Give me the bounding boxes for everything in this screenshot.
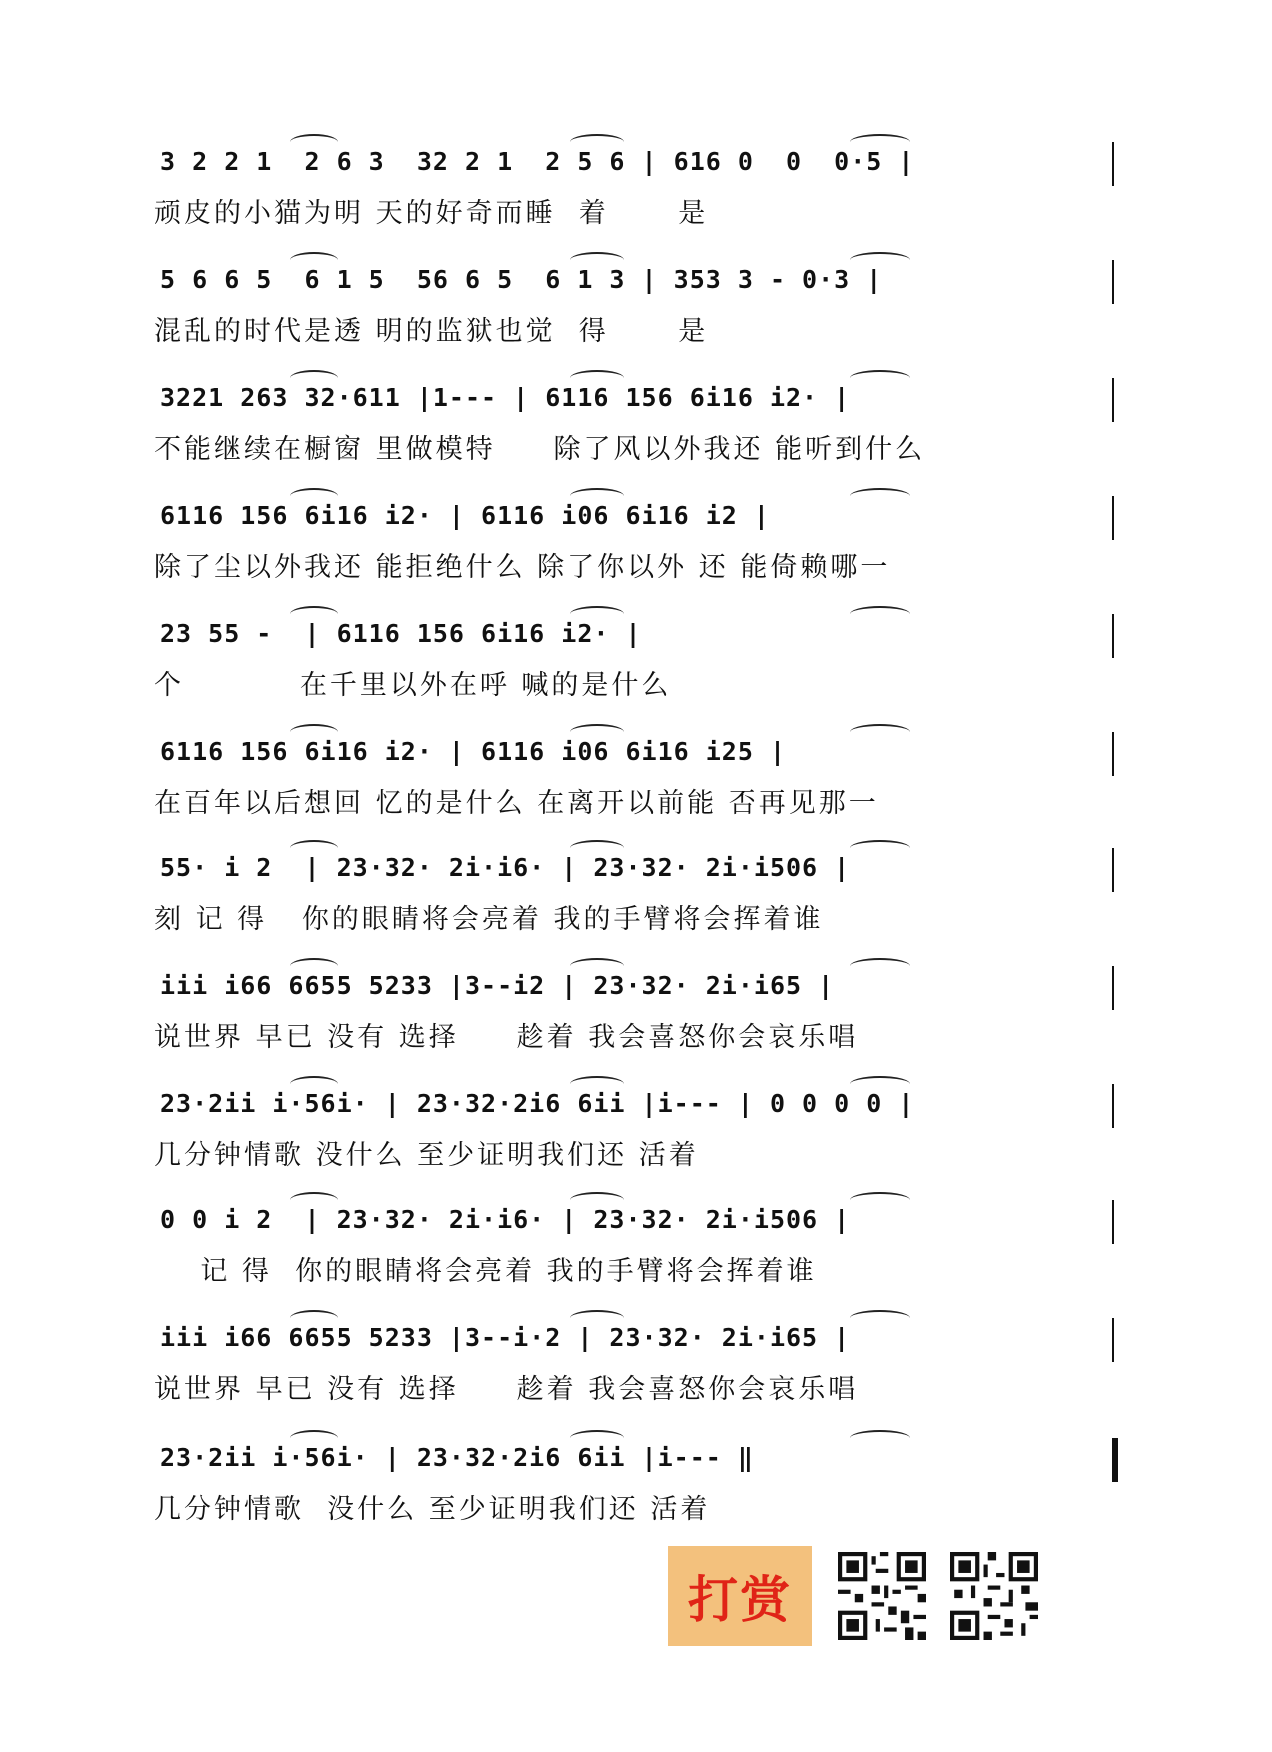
end-barline <box>1112 614 1114 658</box>
tie-arc <box>850 1192 910 1208</box>
end-barline <box>1112 966 1114 1010</box>
tie-arc <box>850 370 910 386</box>
lyric-line: 在百年以后想回 忆的是什么 在离开以前能 否再见那一 <box>154 788 879 819</box>
notation-line: 5 6 6 5 6 1 5 56 6 5 6 1 3 | 353 3 - 0·3 | <box>160 265 883 294</box>
end-barline <box>1112 260 1114 304</box>
lyric-line: 顽皮的小猫为明 天的好奇而睡 着 是 <box>154 198 709 229</box>
tie-arc <box>290 840 338 856</box>
lyric-line: 几分钟情歌 没什么 至少证明我们还 活着 <box>154 1140 699 1171</box>
tie-arc <box>570 1310 624 1326</box>
tie-arc <box>290 370 338 386</box>
lyric-line: 说世界 早已 没有 选择 趁着 我会喜怒你会哀乐唱 <box>154 1374 859 1405</box>
tie-arc <box>570 1430 624 1446</box>
tie-arc <box>570 606 624 622</box>
tie-arc <box>290 1430 338 1446</box>
notation-line: iii i66 6655 5233 |3--i2 | 23·32· 2i·i65 | <box>160 971 835 1000</box>
tie-arc <box>570 724 624 740</box>
tie-arc <box>570 1076 624 1092</box>
notation-line: 6116 156 6i16 i2· | 6116 i06 6i16 i2 | <box>160 501 770 530</box>
end-barline <box>1112 848 1114 892</box>
lyric-line: 记 得 你的眼睛将会亮着 我的手臂将会挥着谁 <box>154 1256 817 1287</box>
end-barline <box>1112 496 1114 540</box>
music-system <box>150 1084 1130 1196</box>
notation-line: 23 55 - | 6116 156 6i16 i2· | <box>160 619 642 648</box>
reward-button[interactable] <box>668 1546 812 1646</box>
tie-arc <box>290 488 338 504</box>
notation-line: 3 2 2 1 2 6 3 32 2 1 2 5 6 | 616 0 0 0·5 | <box>160 147 915 176</box>
tie-arc <box>290 606 338 622</box>
tie-arc <box>290 724 338 740</box>
end-barline <box>1112 1438 1118 1482</box>
music-system <box>150 378 1130 490</box>
end-barline <box>1112 1318 1114 1362</box>
lyric-line: 不能继续在橱窗 里做模特 除了风以外我还 能听到什么 <box>154 434 926 465</box>
notation-line: 55· i 2 | 23·32· 2i·i6· | 23·32· 2i·i506 | <box>160 853 851 882</box>
tie-arc <box>850 724 910 740</box>
tie-arc <box>290 1310 338 1326</box>
end-barline <box>1112 1084 1114 1128</box>
tie-arc <box>290 1192 338 1208</box>
tie-arc <box>570 840 624 856</box>
notation-line: iii i66 6655 5233 |3--i·2 | 23·32· 2i·i65 | <box>160 1323 851 1352</box>
tie-arc <box>570 370 624 386</box>
tie-arc <box>850 840 910 856</box>
music-system <box>150 142 1130 254</box>
tie-arc <box>290 1076 338 1092</box>
notation-line: 0 0 i 2 | 23·32· 2i·i6· | 23·32· 2i·i506 | <box>160 1205 851 1234</box>
tie-arc <box>570 1192 624 1208</box>
notation-line: 6116 156 6i16 i2· | 6116 i06 6i16 i25 | <box>160 737 786 766</box>
music-system <box>150 496 1130 608</box>
lyric-line: 几分钟情歌 没什么 至少证明我们还 活着 <box>154 1494 711 1525</box>
lyric-line: 刻 记 得 你的眼睛将会亮着 我的手臂将会挥着谁 <box>154 904 824 935</box>
music-system <box>150 1318 1130 1430</box>
end-barline <box>1112 732 1114 776</box>
tie-arc <box>570 134 624 150</box>
tie-arc <box>570 252 624 268</box>
tie-arc <box>850 606 910 622</box>
tie-arc <box>850 958 910 974</box>
tie-arc <box>290 252 338 268</box>
notation-line: 3221 263 32·611 |1--- | 6116 156 6i16 i2· | <box>160 383 851 412</box>
tie-arc <box>290 134 338 150</box>
tie-arc <box>290 958 338 974</box>
qr-code-icon[interactable] <box>950 1552 1038 1640</box>
end-barline <box>1112 1200 1114 1244</box>
lyric-line: 说世界 早已 没有 选择 趁着 我会喜怒你会哀乐唱 <box>154 1022 859 1053</box>
tie-arc <box>570 488 624 504</box>
lyric-line: 除了尘以外我还 能拒绝什么 除了你以外 还 能倚赖哪一 <box>154 552 891 583</box>
tie-arc <box>850 1430 910 1446</box>
reward-label: 打赏 <box>688 1571 792 1629</box>
lyric-line: 混乱的时代是透 明的监狱也觉 得 是 <box>154 316 709 347</box>
music-system <box>150 732 1130 844</box>
tie-arc <box>850 252 910 268</box>
tie-arc <box>850 488 910 504</box>
music-system <box>150 1438 1130 1550</box>
tie-arc <box>570 958 624 974</box>
tie-arc <box>850 134 910 150</box>
notation-line: 23·2ii i·56i· | 23·32·2i6 6ii |i--- | 0 0 0 0 | <box>160 1089 915 1118</box>
music-system <box>150 848 1130 960</box>
end-barline <box>1112 142 1114 186</box>
qr-code-icon[interactable] <box>838 1552 926 1640</box>
music-system <box>150 260 1130 372</box>
tie-arc <box>850 1076 910 1092</box>
music-system <box>150 1200 1130 1312</box>
lyric-line: 个 在千里以外在呼 喊的是什么 <box>154 670 672 701</box>
notation-line: 23·2ii i·56i· | 23·32·2i6 6ii |i--- ‖ <box>160 1443 754 1472</box>
music-system <box>150 614 1130 726</box>
music-system <box>150 966 1130 1078</box>
tie-arc <box>850 1310 910 1326</box>
end-barline <box>1112 378 1114 422</box>
